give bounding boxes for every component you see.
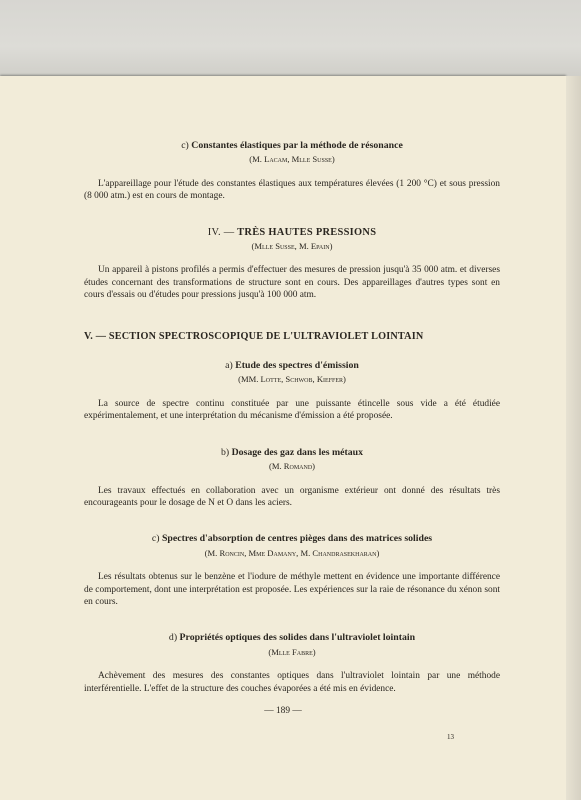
section-label: c)	[181, 140, 189, 151]
section-heading	[84, 533, 500, 545]
part-label: V. —	[84, 330, 107, 342]
section-label: b)	[220, 446, 230, 458]
sheet-number: 13	[447, 733, 454, 741]
page-content	[84, 140, 500, 695]
section-heading	[84, 632, 500, 644]
section-authors: (M. Lacam, Mlle Susse)	[249, 154, 335, 165]
section-paragraph: Les résultats obtenus sur le benzène et l'iodure de méthyle mettent en évidence une importante différence de comportement, dont une interprétation est proposée. Les expériences sur la raie de résonance du xénon sont en cours.	[84, 572, 500, 607]
chapter-title: TRÈS HAUTES PRESSIONS	[237, 226, 377, 238]
section-authors: (Mlle Fabre)	[268, 646, 316, 657]
chapter-paragraph: Un appareil à pistons profilés a permis d'effectuer des mesures de pression jusqu'à 35 000 atm. et diverses études concernant des transformations de structure sont en cours. Des appareillages d'autres types sont en cours d'essais ou d'études pour pressions jusqu'à 100 000 atm.	[84, 265, 500, 301]
section-title: Constantes élastiques par la méthode de résonance	[191, 140, 403, 151]
section-heading	[84, 140, 500, 152]
part-heading	[84, 331, 500, 343]
section-title: Spectres d'absorption de centres pièges dans des matrices solides	[161, 533, 433, 545]
section-title: Propriétés optiques des solides dans l'ultraviolet lointain	[179, 632, 416, 644]
section-authors: (MM. Lotte, Schwob, Kieffer)	[238, 374, 346, 385]
section-label: a)	[225, 360, 233, 372]
section-label: d)	[168, 632, 178, 644]
page-edge	[566, 76, 581, 800]
part-title: SECTION SPECTROSCOPIQUE DE L'ULTRAVIOLET LOINTAIN	[108, 330, 424, 342]
section-title: Etude des spectres d'émission	[235, 360, 359, 372]
section-label: c)	[151, 533, 160, 545]
section-paragraph: Les travaux effectués en collaboration avec un organisme extérieur ont donné des résultats très encourageants pour le dosage de N et O dans les aciers.	[84, 485, 500, 508]
section-paragraph: Achèvement des mesures des constantes optiques dans l'ultraviolet lointain par une méthode interférentielle. L'effet de la structure des couches évaporées a été mis en évidence.	[84, 671, 500, 694]
scanner-background	[0, 0, 581, 78]
section-authors: (M. Roncin, Mme Damany, M. Chandrasekharan)	[204, 547, 380, 558]
page-number: — 189 —	[264, 706, 302, 716]
section-paragraph: L'appareillage pour l'étude des constantes élastiques aux températures élevées (1 200 °C) et sous pression (8 000 atm.) est en cours de montage.	[84, 178, 500, 202]
section-authors: (M. Romand)	[268, 461, 316, 472]
section-heading	[84, 447, 500, 459]
section-heading	[84, 360, 500, 372]
section-title: Dosage des gaz dans les métaux	[231, 446, 364, 458]
chapter-heading	[84, 227, 500, 239]
chapter-label: IV. —	[207, 226, 235, 238]
section-paragraph: La source de spectre continu constituée par une puissante étincelle sous vide a été étudiée expérimentalement, et une interprétation du mécanisme d'émission a été proposée.	[84, 398, 500, 422]
chapter-authors: (Mlle Susse, M. Epain)	[251, 241, 333, 252]
